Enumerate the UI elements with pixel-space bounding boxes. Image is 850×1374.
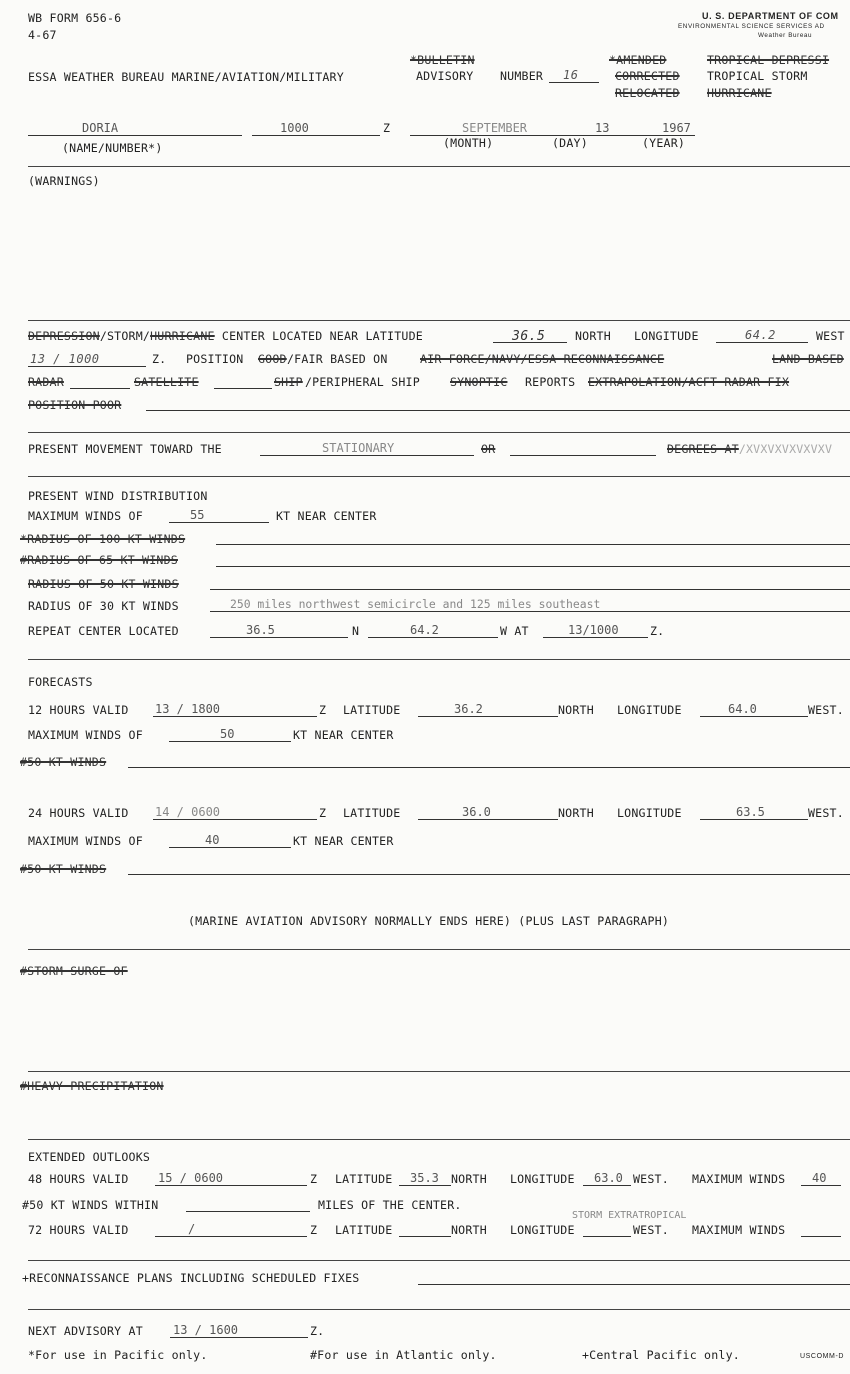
radius-65kt-label: #RADIUS OF 65 KT WINDS <box>20 553 178 567</box>
reconnaissance-option: AIR FORCE/NAVY/ESSA RECONNAISSANCE <box>420 352 665 366</box>
bulletin-option: *BULLETIN <box>410 53 475 67</box>
forecast12-max-value: 50 <box>220 727 235 741</box>
outlook72-label: 72 HOURS VALID <box>28 1223 129 1237</box>
satellite-option: SATELLITE <box>134 375 199 389</box>
center-longitude-label: LONGITUDE <box>634 329 699 343</box>
max-winds-value: 55 <box>190 508 205 522</box>
amended-option: *AMENDED <box>609 53 667 67</box>
forecast12-lon-label: LONGITUDE <box>617 703 682 717</box>
relocated-option: RELOCATED <box>615 86 680 100</box>
footnote-atlantic: #For use in Atlantic only. <box>310 1348 497 1362</box>
center-latitude-value: 36.5 <box>512 329 546 344</box>
outlook72-west: WEST. <box>633 1223 669 1237</box>
movement-label: PRESENT MOVEMENT TOWARD THE <box>28 442 222 456</box>
forecast24-lon-label: LONGITUDE <box>617 806 682 820</box>
heavy-precipitation-label: #HEAVY PRECIPITATION <box>20 1079 164 1093</box>
outlook48-max-value: 40 <box>812 1171 827 1185</box>
outlook48-max-label: MAXIMUM WINDS <box>692 1172 786 1186</box>
extrapolation-option: EXTRAPOLATION/ACFT RADAR FIX <box>588 375 790 389</box>
forecast12-lat-label: LATITUDE <box>343 703 401 717</box>
radius-30kt-label: RADIUS OF 30 KT WINDS <box>28 599 179 613</box>
tropical-depression-option: TROPICAL DEPRESSI <box>707 53 830 67</box>
forecast24-lat-value: 36.0 <box>462 805 491 819</box>
issue-time-zulu: Z <box>383 121 391 135</box>
center-located-line: DEPRESSION/STORM/HURRICANE CENTER LOCATED NEAR LATITUDE <box>28 329 423 343</box>
forecast12-lat-value: 36.2 <box>454 702 483 716</box>
forecast12-lon-value: 64.0 <box>728 702 757 716</box>
position-good: GOOD <box>258 352 287 366</box>
forecast12-time: 13 / 1800 <box>155 702 221 716</box>
footnote-pacific: *For use in Pacific only. <box>28 1348 208 1362</box>
forecast24-west: WEST. <box>808 806 844 820</box>
month-label: (MONTH) <box>443 136 494 150</box>
forecast24-zulu: Z <box>319 806 327 820</box>
outlook72-time: / <box>188 1222 196 1236</box>
bureau-line: ESSA WEATHER BUREAU MARINE/AVIATION/MILITARY <box>28 70 344 84</box>
position-fair: /FAIR BASED ON <box>287 352 388 366</box>
forecast24-time: 14 / 0600 <box>155 805 221 819</box>
extended-outlooks-label: EXTENDED OUTLOOKS <box>28 1150 151 1164</box>
outlook72-north: NORTH <box>451 1223 487 1237</box>
advisory-label: ADVISORY <box>416 69 474 83</box>
center-north: NORTH <box>575 329 611 343</box>
center-time-zulu: Z. <box>152 352 167 366</box>
advisory-number-value: 16 <box>563 68 579 82</box>
outlook48-lat-label: LATITUDE <box>335 1172 393 1186</box>
forecast24-lat-label: LATITUDE <box>343 806 401 820</box>
repeat-time-value: 13/1000 <box>568 623 619 637</box>
forecast24-kt: KT NEAR CENTER <box>293 834 394 848</box>
forecast12-radius-label: #50 KT WINDS <box>20 755 107 769</box>
storm-extratropical-note: STORM EXTRATROPICAL <box>572 1210 687 1221</box>
movement-value: STATIONARY <box>322 441 395 455</box>
forecast24-label: 24 HOURS VALID <box>28 806 129 820</box>
center-longitude-value: 64.2 <box>745 328 776 342</box>
outlook48-lat-value: 35.3 <box>410 1171 439 1185</box>
department-bureau: Weather Bureau <box>758 32 813 39</box>
outlook72-zulu: Z <box>310 1223 318 1237</box>
footnote-central-pacific: +Central Pacific only. <box>582 1348 740 1362</box>
reports-label: REPORTS <box>525 375 576 389</box>
outlook48-label: 48 HOURS VALID <box>28 1172 129 1186</box>
forecast12-west: WEST. <box>808 703 844 717</box>
repeat-w-at: W AT <box>500 624 529 638</box>
forecast24-radius-label: #50 KT WINDS <box>20 862 107 876</box>
outlook-miles-label: MILES OF THE CENTER. <box>318 1198 462 1212</box>
form-number: WB FORM 656-6 <box>28 11 122 25</box>
outlook48-time: 15 / 0600 <box>158 1171 224 1185</box>
position-label: POSITION <box>186 352 244 366</box>
synoptic-option: SYNOPTIC <box>450 375 508 389</box>
outlook72-lat-label: LATITUDE <box>335 1223 393 1237</box>
center-time-value: 13 / 1000 <box>30 352 100 366</box>
month-value: SEPTEMBER <box>462 121 528 135</box>
forecast24-north: NORTH <box>558 806 594 820</box>
outlook72-lon-label: LONGITUDE <box>510 1223 575 1237</box>
forecast24-lon-value: 63.5 <box>736 805 765 819</box>
movement-or: OR <box>481 442 496 456</box>
next-advisory-value: 13 / 1600 <box>173 1323 239 1337</box>
repeat-longitude-value: 64.2 <box>410 623 439 637</box>
marine-advisory-note: (MARINE AVIATION ADVISORY NORMALLY ENDS HERE) (PLUS LAST PARAGRAPH) <box>188 914 670 928</box>
tropical-storm-option: TROPICAL STORM <box>707 69 808 83</box>
next-advisory-zulu: Z. <box>310 1324 325 1338</box>
forecast12-label: 12 HOURS VALID <box>28 703 129 717</box>
year-value: 1967 <box>662 121 691 135</box>
wind-distribution-label: PRESENT WIND DISTRIBUTION <box>28 489 208 503</box>
radius-30kt-value: 250 miles northwest semicircle and 125 miles southeast <box>230 597 601 611</box>
next-advisory-label: NEXT ADVISORY AT <box>28 1324 143 1338</box>
center-west: WEST <box>816 329 845 343</box>
outlook48-west: WEST. <box>633 1172 669 1186</box>
hurricane-option: HURRICANE <box>707 86 772 100</box>
repeat-center-label: REPEAT CENTER LOCATED <box>28 624 179 638</box>
outlook-50kt-label: #50 KT WINDS WITHIN <box>22 1198 159 1212</box>
forecasts-label: FORECASTS <box>28 675 93 689</box>
storm-name-value: DORIA <box>82 121 119 135</box>
day-value: 13 <box>595 121 610 135</box>
department-title: U. S. DEPARTMENT OF COM <box>702 11 839 21</box>
radar-option: RADAR <box>28 375 64 389</box>
repeat-n: N <box>352 624 360 638</box>
outlook48-lon-label: LONGITUDE <box>510 1172 575 1186</box>
warnings-label: (WARNINGS) <box>28 174 100 188</box>
outlook72-max-label: MAXIMUM WINDS <box>692 1223 786 1237</box>
forecast12-north: NORTH <box>558 703 594 717</box>
forecast12-max-label: MAXIMUM WINDS OF <box>28 728 143 742</box>
degrees-at-text: DEGREES AT <box>667 442 739 456</box>
forecast24-max-label: MAXIMUM WINDS OF <box>28 834 143 848</box>
movement-degrees-at: DEGREES AT/XVXVXVXVXVXV <box>667 442 833 456</box>
reconnaissance-plans-label: +RECONNAISSANCE PLANS INCLUDING SCHEDULED FIXES <box>22 1271 360 1285</box>
department-subtitle: ENVIRONMENTAL SCIENCE SERVICES AD <box>678 23 825 30</box>
max-winds-kt: KT NEAR CENTER <box>276 509 377 523</box>
number-label: NUMBER <box>500 69 544 83</box>
max-winds-label: MAXIMUM WINDS OF <box>28 509 143 523</box>
ship-option: SHIP <box>274 375 303 389</box>
day-label: (DAY) <box>552 136 588 150</box>
issue-time-value: 1000 <box>280 121 309 135</box>
forecast24-max-value: 40 <box>205 833 220 847</box>
repeat-zulu: Z. <box>650 624 665 638</box>
repeat-latitude-value: 36.5 <box>246 623 275 637</box>
uscomm-code: USCOMM-D <box>800 1353 845 1360</box>
form-date: 4-67 <box>28 28 57 42</box>
radius-100kt-label: *RADIUS OF 100 KT WINDS <box>20 532 186 546</box>
outlook48-lon-value: 63.0 <box>594 1171 623 1185</box>
forecast12-kt: KT NEAR CENTER <box>293 728 394 742</box>
position-poor-option: POSITION POOR <box>28 398 122 412</box>
year-label: (YEAR) <box>642 136 686 150</box>
peripheral-ship: /PERIPHERAL SHIP <box>305 375 420 389</box>
storm-surge-label: #STORM SURGE OF <box>20 964 128 978</box>
outlook48-north: NORTH <box>451 1172 487 1186</box>
corrected-option: CORRECTED <box>615 69 680 83</box>
radius-50kt-label: RADIUS OF 50 KT WINDS <box>28 577 179 591</box>
outlook48-zulu: Z <box>310 1172 318 1186</box>
forecast12-zulu: Z <box>319 703 327 717</box>
name-label: (NAME/NUMBER*) <box>62 141 163 155</box>
land-based-option: LAND BASED <box>772 352 844 366</box>
